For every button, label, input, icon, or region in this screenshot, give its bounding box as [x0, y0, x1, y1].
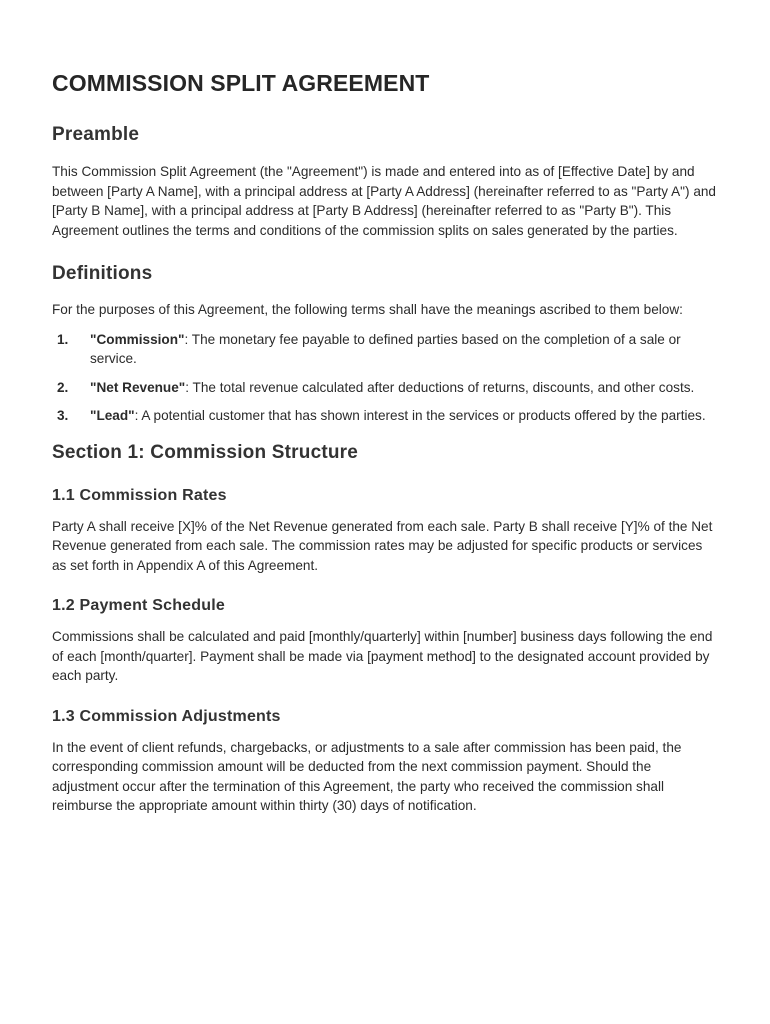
definition-term: "Commission" — [90, 331, 185, 347]
definition-item — [52, 378, 718, 398]
definition-number: 3. — [57, 408, 69, 423]
payment-schedule-paragraph: Commissions shall be calculated and paid [monthly/quarterly] within [number] business days following the end of each [month/quarter]. Payment shall be made via [payment method] to the designated account provided by each party. — [52, 629, 713, 683]
definition-body — [90, 406, 718, 426]
definitions-list — [52, 330, 718, 426]
definition-item — [52, 406, 718, 426]
definitions-intro: For the purposes of this Agreement, the following terms shall have the meanings ascribed to them below: — [52, 302, 683, 317]
definition-text: : The monetary fee payable to defined parties based on the completion of a sale or service. — [90, 331, 681, 366]
definition-text: : A potential customer that has shown interest in the services or products offered by the parties. — [134, 408, 706, 423]
document-title: COMMISSION SPLIT AGREEMENT — [52, 70, 430, 96]
commission-rates-heading: 1.1 Commission Rates — [52, 486, 227, 504]
definition-number: 2. — [57, 379, 69, 395]
preamble-paragraph: This Commission Split Agreement (the "Agreement") is made and entered into as of [Effective Date] by and between [Party A Name], with a principal address at [Party A Address] (hereinafter referred to as "Party A") and [Party B Name], with a principal address at [Party B Address] (hereinafter referred to as "Party B"). This Agreement outlines the terms and conditions of the commission splits on sales generated by the parties. — [52, 164, 716, 238]
definition-body — [90, 330, 718, 369]
definition-item — [52, 330, 718, 369]
section-1-heading: Section 1: Commission Structure — [52, 441, 359, 463]
definition-term: "Net Revenue" — [90, 379, 186, 395]
payment-schedule-heading: 1.2 Payment Schedule — [52, 597, 225, 614]
preamble-heading: Preamble — [52, 124, 140, 145]
commission-rates-paragraph: Party A shall receive [X]% of the Net Revenue generated from each sale. Party B shall receive [Y]% of the Net Revenue generated from each sale. The commission rates may be adjusted for specific products or services as set forth in Appendix A of this Agreement. — [52, 518, 713, 573]
definition-body — [90, 378, 718, 398]
definition-term: "Lead" — [90, 408, 135, 423]
definitions-heading: Definitions — [52, 263, 153, 284]
definition-text: : The total revenue calculated after deductions of returns, discounts, and other costs. — [185, 379, 695, 395]
definition-number: 1. — [57, 331, 69, 347]
commission-adjustments-heading: 1.3 Commission Adjustments — [52, 707, 281, 725]
commission-adjustments-paragraph: In the event of client refunds, chargebacks, or adjustments to a sale after commission has been paid, the corresponding commission amount will be deducted from the next commission payment. Should the adjustment occur after the termination of this Agreement, the party who received the commission shall reimburse the appropriate amount within thirty (30) days of notification. — [52, 739, 682, 813]
